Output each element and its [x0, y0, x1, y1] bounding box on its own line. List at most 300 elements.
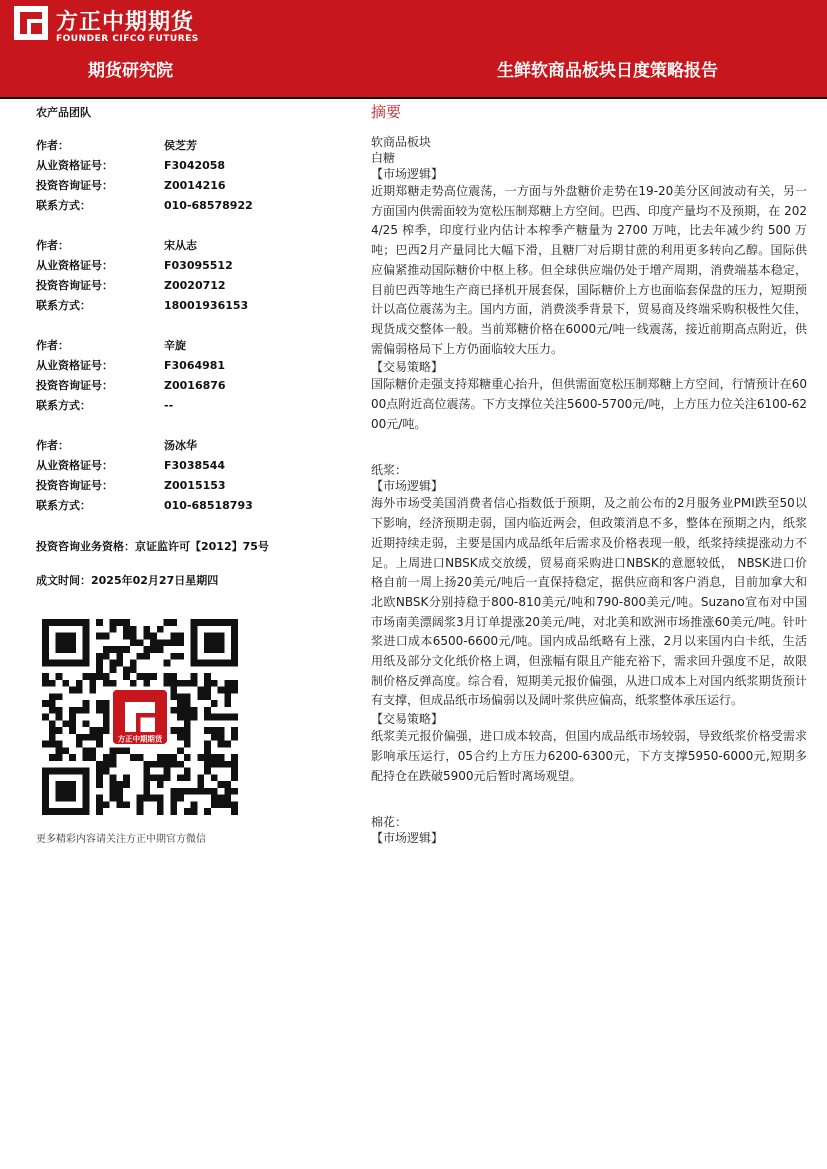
report-header [0, 0, 827, 97]
qr-module [137, 808, 144, 815]
qr-module [96, 700, 103, 707]
qr-module [184, 720, 191, 727]
qr-module [103, 768, 110, 775]
contact-label: 联系方式： [36, 399, 91, 412]
qr-module [150, 761, 157, 768]
qr-module [143, 646, 150, 653]
qr-module [231, 808, 238, 815]
qr-module [164, 619, 171, 626]
qr-module [116, 788, 123, 795]
qr-module [103, 707, 110, 714]
qr-module [170, 795, 177, 802]
qr-module [49, 741, 56, 748]
brand-name: 方正中期期货 [56, 10, 195, 35]
qr-module [191, 788, 198, 795]
qr-module [89, 687, 96, 694]
qr-module [96, 727, 103, 734]
qr-module [110, 646, 117, 653]
qr-module [137, 653, 144, 660]
consulting-label: 投资咨询证号： [36, 379, 113, 392]
qr-module [211, 754, 218, 761]
qr-module [157, 626, 164, 633]
qr-module [110, 781, 117, 788]
author-name: 宋从志 [164, 239, 197, 252]
qr-module [103, 646, 110, 653]
qr-module [157, 808, 164, 815]
author-label: 作者： [36, 139, 69, 152]
qr-module [96, 768, 103, 775]
qr-module [164, 639, 171, 646]
qr-module [231, 687, 238, 694]
qr-module [116, 801, 123, 808]
qr-module [96, 741, 103, 748]
qr-module [170, 633, 177, 640]
qr-module [69, 707, 76, 714]
qr-module [211, 714, 218, 721]
qr-module [224, 700, 231, 707]
author-label: 作者： [36, 439, 69, 452]
qr-module [191, 714, 198, 721]
qr-module [110, 761, 117, 768]
qr-module [96, 673, 103, 680]
qr-module [211, 801, 218, 808]
qr-module [49, 754, 56, 761]
qr-module [130, 660, 137, 667]
qr-module [164, 768, 171, 775]
contact-label: 联系方式： [36, 299, 91, 312]
qr-module [177, 707, 184, 714]
qr-module [56, 727, 63, 734]
qr-module [110, 666, 117, 673]
qr-module [177, 788, 184, 795]
qr-module [76, 741, 83, 748]
report-title: 生鲜软商品板块日度策略报告 [497, 61, 718, 81]
qr-module [130, 639, 137, 646]
sugar-strategy-text: 国际糖价走强支持郑糖重心抬升，但供需面宽松压制郑糖上方空间，行情预计在6000点附近高位震荡。下方支撑位关注5600-5700元/吨，上方压力位关注6100-6200元/吨。 [371, 377, 807, 431]
qr-module [150, 639, 157, 646]
qr-module [69, 714, 76, 721]
qr-module [96, 666, 103, 673]
header-divider [0, 97, 827, 99]
qr-module [204, 747, 211, 754]
qr-module [184, 680, 191, 687]
qr-module [218, 801, 225, 808]
qr-module [184, 768, 191, 775]
qr-module [224, 795, 231, 802]
qr-module [204, 808, 211, 815]
qr-module [204, 687, 211, 694]
team-name: 农产品团队 [36, 106, 91, 119]
qr-module [218, 795, 225, 802]
qr-module [204, 707, 211, 714]
qr-center-label: 方正中期期货 [117, 734, 163, 744]
qr-module [218, 754, 225, 761]
qr-module [170, 639, 177, 646]
qr-module [96, 761, 103, 768]
author-card [36, 336, 336, 416]
wechat-qr-code[interactable] [42, 619, 238, 815]
qr-module [231, 754, 238, 761]
qr-module [96, 734, 103, 741]
qr-module [170, 619, 177, 626]
qr-module [211, 761, 218, 768]
qr-module [130, 666, 137, 673]
qr-module [231, 768, 238, 775]
qr-module [170, 653, 177, 660]
consulting-number: Z0015153 [164, 479, 226, 492]
qr-module [76, 687, 83, 694]
qr-module [103, 754, 110, 761]
qr-module [150, 633, 157, 640]
qr-module [49, 720, 56, 727]
qr-module [177, 693, 184, 700]
qr-module [170, 727, 177, 734]
qr-module [143, 653, 150, 660]
qr-module [184, 754, 191, 761]
qr-module [116, 646, 123, 653]
qr-module [164, 680, 171, 687]
qr-module [170, 788, 177, 795]
qr-module [197, 781, 204, 788]
sugar-logic-tag: 【市场逻辑】 [371, 167, 444, 181]
qr-module [130, 633, 137, 640]
qr-module [110, 680, 117, 687]
consulting-number: Z0020712 [164, 279, 226, 292]
qr-module [143, 795, 150, 802]
qr-module [157, 781, 164, 788]
qr-module [204, 727, 211, 734]
qr-module [191, 673, 198, 680]
qr-module [42, 673, 49, 680]
qr-module [49, 727, 56, 734]
qr-module [191, 808, 198, 815]
qualification-number: F3038544 [164, 459, 226, 472]
qr-module [96, 653, 103, 660]
qr-module [96, 633, 103, 640]
publish-date: 成文时间：2025年02月27日星期四 [36, 574, 219, 587]
contact-value: 010-68578922 [164, 199, 253, 212]
qr-module [170, 687, 177, 694]
qr-module [211, 774, 218, 781]
qr-module [110, 626, 117, 633]
qr-module [116, 747, 123, 754]
qr-module [137, 795, 144, 802]
qr-module [96, 774, 103, 781]
qr-module [56, 747, 63, 754]
qr-module [184, 727, 191, 734]
qr-module [49, 700, 56, 707]
author-name: 汤冰华 [164, 439, 197, 452]
qr-module [218, 761, 225, 768]
qr-module [184, 741, 191, 748]
qr-module [184, 808, 191, 815]
pulp-title: 纸浆： [371, 463, 408, 478]
qr-module [231, 734, 238, 741]
qr-module [164, 754, 171, 761]
qr-module [123, 774, 130, 781]
abstract-heading: 摘要 [371, 103, 402, 121]
qr-module [69, 687, 76, 694]
qr-module [231, 727, 238, 734]
contact-value: 010-68518793 [164, 499, 253, 512]
qr-module [204, 761, 211, 768]
qr-module [130, 680, 137, 687]
qr-module [204, 754, 211, 761]
qr-module [42, 714, 49, 721]
author-name: 侯芝芳 [164, 139, 197, 152]
qr-module [143, 680, 150, 687]
qr-module [110, 774, 117, 781]
contact-label: 联系方式： [36, 499, 91, 512]
qr-module [116, 653, 123, 660]
pulp-strategy-tag: 【交易策略】 [371, 712, 444, 727]
pulp-logic-tag: 【市场逻辑】 [371, 479, 444, 494]
qr-module [164, 660, 171, 667]
qr-module [157, 801, 164, 808]
consulting-number: Z0016876 [164, 379, 226, 392]
qualification-number: F03095512 [164, 259, 233, 272]
qr-module [224, 781, 231, 788]
qr-module [184, 707, 191, 714]
contact-label: 联系方式： [36, 199, 91, 212]
qr-module [56, 693, 63, 700]
qr-module [130, 754, 137, 761]
qr-module [218, 727, 225, 734]
qr-module [103, 801, 110, 808]
qr-module [103, 761, 110, 768]
qr-module [83, 700, 90, 707]
qr-module [218, 781, 225, 788]
qr-module [123, 801, 130, 808]
qr-module [157, 761, 164, 768]
qr-module [177, 639, 184, 646]
contact-value: -- [164, 399, 174, 412]
qr-module [224, 714, 231, 721]
qr-module [170, 680, 177, 687]
qr-module [211, 788, 218, 795]
abstract-section [371, 102, 807, 846]
qr-module [231, 788, 238, 795]
qr-module [177, 747, 184, 754]
qr-module [177, 774, 184, 781]
qr-module [62, 720, 69, 727]
consulting-label: 投资咨询证号： [36, 179, 113, 192]
qr-module [42, 700, 49, 707]
qr-module [231, 801, 238, 808]
qr-module [96, 619, 103, 626]
author-card [36, 136, 336, 216]
qr-module [96, 801, 103, 808]
qr-module [231, 761, 238, 768]
qualification-number: F3064981 [164, 359, 226, 372]
qr-module [184, 700, 191, 707]
qr-module [218, 741, 225, 748]
qr-module [157, 639, 164, 646]
qr-module [184, 788, 191, 795]
qr-module [96, 660, 103, 667]
cotton-title: 棉花： [371, 815, 408, 830]
consulting-label: 投资咨询证号： [36, 279, 113, 292]
qr-module [56, 754, 63, 761]
qr-module [177, 633, 184, 640]
qualification-label: 从业资格证号： [36, 259, 113, 272]
qr-module [157, 646, 164, 653]
qr-module [89, 747, 96, 754]
qr-module [218, 687, 225, 694]
qr-module [143, 774, 150, 781]
qr-module [170, 673, 177, 680]
qr-module [110, 747, 117, 754]
qr-module [218, 714, 225, 721]
qr-module [218, 734, 225, 741]
qr-module [143, 626, 150, 633]
qr-module [56, 741, 63, 748]
qr-module [110, 660, 117, 667]
qr-module [96, 781, 103, 788]
qr-module [164, 774, 171, 781]
qr-module [123, 747, 130, 754]
qr-module [69, 720, 76, 727]
qr-module [177, 700, 184, 707]
qr-module [96, 808, 103, 815]
qr-module [170, 761, 177, 768]
qr-module [170, 808, 177, 815]
qr-module [123, 781, 130, 788]
qr-module [184, 734, 191, 741]
qr-module [191, 707, 198, 714]
qr-module [89, 673, 96, 680]
qr-module [177, 734, 184, 741]
qr-module [56, 714, 63, 721]
pulp-strategy-text: 纸浆美元报价偏强，进口成本较高，但国内成品纸市场较弱，导致纸浆价格受需求影响承压运行，05合约上方压力6200-6300元，下方支撑5950-6000元,短期多配持仓在跌破5900元后暂时离场观望。 [371, 729, 807, 783]
qr-module [211, 795, 218, 802]
qr-module [177, 680, 184, 687]
qr-module [123, 646, 130, 653]
sugar-logic-text: 近期郑糖走势高位震荡，一方面与外盘糖价走势在19-20美分区间波动有关，另一方面国内供需面较为宽松压制郑糖上方空间。巴西、印度产量均不及预期，在 2024/25 榨季，印度行业内估计本榨季产糖量为 2700 万吨，比去年减少约 500 万吨；巴西2月产量同比大幅下滑，且糖厂对后期甘蔗的利用更多转向乙醇。国际供应偏紧推动国际糖价中枢上移。但全球供应端仍处于增产周期，消费端基本稳定，目前巴西等地生产商已择机开展套保，国际糖价上方也面临套保盘的压力，短期预计以高位震荡为主。国内方面，消费淡季背景下，贸易商及终端采购积极性欠佳，现货成交整体一般。当前郑糖价格在6000元/吨一线震荡，接近前期高点附近，供需偏弱格局下上方仍面临较大压力。 [371, 184, 807, 356]
qr-module [103, 727, 110, 734]
qr-module [177, 761, 184, 768]
qr-module [49, 680, 56, 687]
qr-module [110, 788, 117, 795]
qr-module [211, 700, 218, 707]
qr-module [150, 774, 157, 781]
qr-module [56, 673, 63, 680]
qr-module [89, 734, 96, 741]
author-card [36, 436, 336, 516]
qualification-label: 从业资格证号： [36, 459, 113, 472]
qr-module [204, 741, 211, 748]
qr-module [103, 700, 110, 707]
qr-module [69, 727, 76, 734]
cotton-logic-tag: 【市场逻辑】 [371, 831, 444, 846]
qr-module [62, 680, 69, 687]
qr-module [150, 795, 157, 802]
qr-module [96, 707, 103, 714]
qr-module [191, 680, 198, 687]
consulting-label: 投资咨询证号： [36, 479, 113, 492]
qr-caption: 更多精彩内容请关注方正中期官方微信 [36, 834, 206, 845]
qr-module [231, 774, 238, 781]
qr-module [83, 754, 90, 761]
qr-module [224, 693, 231, 700]
qr-module [197, 693, 204, 700]
qr-module [137, 754, 144, 761]
qr-module [123, 673, 130, 680]
qr-module [224, 687, 231, 694]
qr-module [137, 801, 144, 808]
qr-module [170, 693, 177, 700]
qr-module [83, 720, 90, 727]
qr-module [76, 680, 83, 687]
brand-name-en: FOUNDER CIFCO FUTURES [56, 34, 199, 44]
qr-module [197, 687, 204, 694]
qr-module [130, 626, 137, 633]
qr-module [157, 795, 164, 802]
qr-module [103, 680, 110, 687]
qr-module [123, 626, 130, 633]
qr-module [177, 795, 184, 802]
qr-module [89, 680, 96, 687]
author-name: 辛旋 [164, 339, 186, 352]
qr-module [224, 761, 231, 768]
qr-module [143, 788, 150, 795]
author-sidebar [36, 104, 336, 845]
qr-module [224, 680, 231, 687]
qr-module [83, 707, 90, 714]
qr-module [224, 788, 231, 795]
qr-module [204, 673, 211, 680]
qr-module [42, 680, 49, 687]
contact-value: 18001936153 [164, 299, 249, 312]
qr-module [116, 795, 123, 802]
qr-module [103, 720, 110, 727]
author-label: 作者： [36, 339, 69, 352]
qr-module [143, 761, 150, 768]
qr-module [56, 707, 63, 714]
qr-module [89, 727, 96, 734]
qr-module [211, 727, 218, 734]
qr-module [224, 801, 231, 808]
qr-module [164, 761, 171, 768]
qr-module [103, 714, 110, 721]
founder-logo-icon [14, 6, 48, 40]
qr-module [116, 660, 123, 667]
qr-module [137, 639, 144, 646]
qr-module [69, 754, 76, 761]
qr-module [49, 707, 56, 714]
qr-module [89, 754, 96, 761]
qualification-label: 从业资格证号： [36, 359, 113, 372]
qualification-number: F3042058 [164, 159, 226, 172]
qr-module [197, 774, 204, 781]
qr-module [224, 741, 231, 748]
qr-module [103, 653, 110, 660]
qr-module [83, 734, 90, 741]
consulting-number: Z0014216 [164, 179, 226, 192]
sugar-title: 白糖 [371, 151, 396, 165]
qr-module [143, 781, 150, 788]
qr-module [150, 673, 157, 680]
department-name: 期货研究院 [88, 61, 173, 81]
qr-module [96, 795, 103, 802]
qr-module [231, 680, 238, 687]
qr-module [49, 693, 56, 700]
qr-module [123, 633, 130, 640]
qr-module [157, 754, 164, 761]
qr-module [197, 754, 204, 761]
qr-module [177, 727, 184, 734]
qr-module [184, 774, 191, 781]
